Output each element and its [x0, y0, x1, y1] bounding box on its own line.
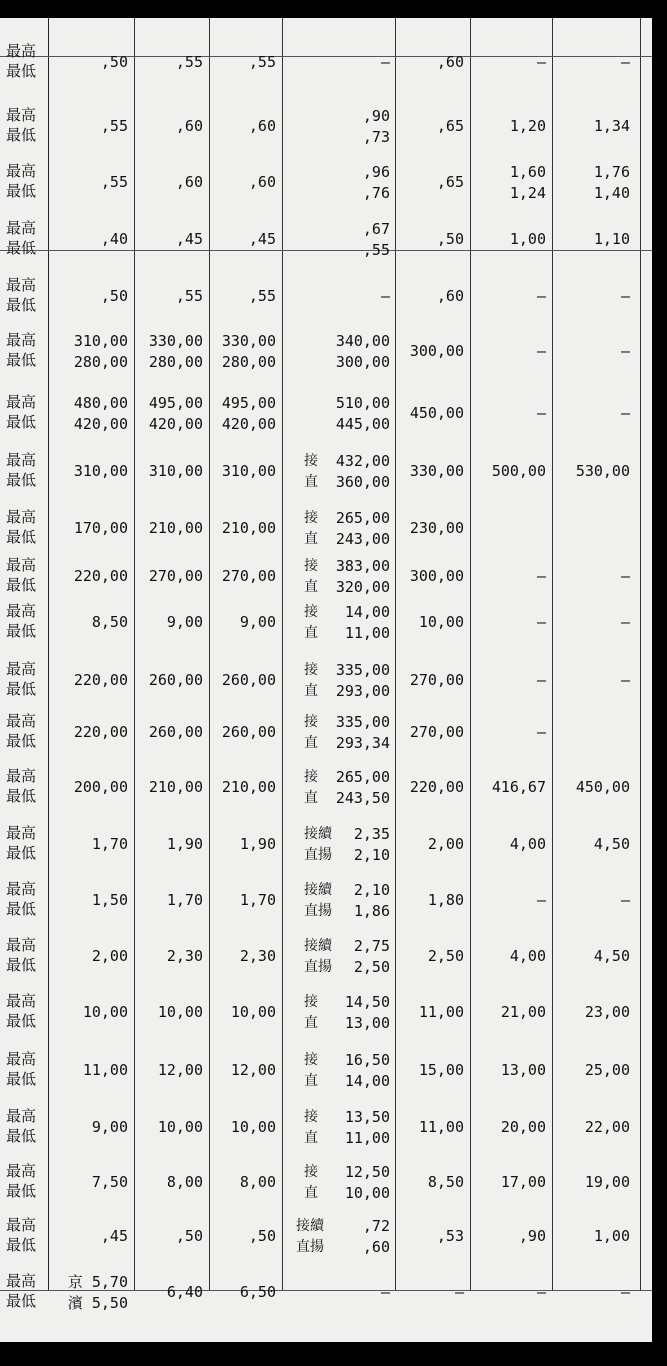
- price-cell-c4: 2,50: [353, 958, 390, 976]
- table-row: [0, 930, 652, 982]
- label-high: 最高: [6, 556, 37, 574]
- price-type-tag: 接: [304, 1052, 318, 1068]
- price-cell-c4: 335,00: [335, 713, 390, 731]
- price-cell-c1: ,50: [100, 53, 128, 71]
- price-cell-c7: 19,00: [584, 1173, 630, 1191]
- table-row: [0, 36, 652, 88]
- price-cell-c6: —: [536, 567, 546, 585]
- price-cell-c3: ,60: [248, 173, 276, 191]
- price-cell-c1: 7,50: [91, 1173, 128, 1191]
- price-cell-c1: 11,00: [82, 1061, 128, 1079]
- price-cell-c4: 243,50: [335, 789, 390, 807]
- price-cell-c3: ,60: [248, 117, 276, 135]
- price-cell-c3: 10,00: [230, 1003, 276, 1021]
- price-cell-c1: 200,00: [73, 778, 128, 796]
- price-cell-c1: 310,00: [73, 332, 128, 350]
- price-cell-c6: 1,60: [509, 163, 546, 181]
- price-cell-c3: 310,00: [221, 462, 276, 480]
- price-cell-c6: —: [536, 891, 546, 909]
- price-cell-c6: 1,20: [509, 117, 546, 135]
- label-high: 最高: [6, 276, 37, 294]
- price-cell-c1: 1,70: [91, 835, 128, 853]
- price-cell-c5: 11,00: [418, 1003, 464, 1021]
- price-cell-c5: 450,00: [409, 404, 464, 422]
- price-cell-c5: 11,00: [418, 1118, 464, 1136]
- price-type-tag: 接續: [304, 938, 332, 954]
- price-cell-c6: —: [536, 53, 546, 71]
- price-type-tag: 直: [304, 735, 318, 751]
- price-type-tag: 接: [304, 714, 318, 730]
- label-low: 最低: [6, 296, 37, 314]
- price-type-tag: 直: [304, 474, 318, 490]
- price-cell-c1: 京 5,70: [67, 1273, 128, 1291]
- price-cell-c5: 8,50: [427, 1173, 464, 1191]
- price-cell-c6: 4,00: [509, 947, 546, 965]
- table-row: [0, 1266, 652, 1318]
- price-cell-c1: ,55: [100, 173, 128, 191]
- table-row: [0, 1156, 652, 1208]
- price-cell-c5: 220,00: [409, 778, 464, 796]
- price-cell-c7: 22,00: [584, 1118, 630, 1136]
- price-cell-c2: 12,00: [157, 1061, 203, 1079]
- price-cell-c6: —: [536, 671, 546, 689]
- price-type-tag: 直: [304, 579, 318, 595]
- price-cell-c6: 416,67: [491, 778, 546, 796]
- table-row: [0, 154, 652, 210]
- label-low: 最低: [6, 900, 37, 918]
- price-type-tag: 接: [304, 994, 318, 1010]
- price-cell-c3: 9,00: [239, 613, 276, 631]
- price-cell-c4: 265,00: [335, 509, 390, 527]
- price-cell-c4: 16,50: [344, 1051, 390, 1069]
- price-cell-c6: 17,00: [500, 1173, 546, 1191]
- price-type-tag: 接: [304, 510, 318, 526]
- price-type-tag: 直揚: [296, 1239, 324, 1255]
- price-cell-c7: 530,00: [575, 462, 630, 480]
- price-cell-c7: —: [620, 287, 630, 305]
- price-cell-c4: —: [380, 1283, 390, 1301]
- price-cell-c7: —: [620, 671, 630, 689]
- table-row: [0, 986, 652, 1038]
- label-low: 最低: [6, 1070, 37, 1088]
- price-cell-c1: 濱 5,50: [67, 1294, 128, 1312]
- label-high: 最高: [6, 767, 37, 785]
- price-cell-c2: 8,00: [166, 1173, 203, 1191]
- label-high: 最高: [6, 992, 37, 1010]
- price-type-tag: 直: [304, 683, 318, 699]
- label-low: 最低: [6, 1182, 37, 1200]
- price-cell-c1: 1,50: [91, 891, 128, 909]
- price-cell-c4: 2,10: [353, 846, 390, 864]
- label-high: 最高: [6, 162, 37, 180]
- price-cell-c1: 280,00: [73, 353, 128, 371]
- price-cell-c4: 2,35: [353, 825, 390, 843]
- price-cell-c7: —: [620, 567, 630, 585]
- price-cell-c2: 260,00: [148, 671, 203, 689]
- ledger-sheet: [0, 18, 652, 1342]
- label-high: 最高: [6, 936, 37, 954]
- price-type-tag: 接續: [304, 826, 332, 842]
- price-cell-c4: 320,00: [335, 578, 390, 596]
- price-cell-c2: 495,00: [148, 394, 203, 412]
- price-cell-c7: 23,00: [584, 1003, 630, 1021]
- price-cell-c6: —: [536, 287, 546, 305]
- price-cell-c2: ,45: [175, 230, 203, 248]
- label-low: 最低: [6, 787, 37, 805]
- price-cell-c4: ,73: [362, 128, 390, 146]
- price-type-tag: 接: [304, 662, 318, 678]
- price-cell-c6: —: [536, 1283, 546, 1301]
- price-cell-c5: 330,00: [409, 462, 464, 480]
- label-high: 最高: [6, 393, 37, 411]
- label-low: 最低: [6, 62, 37, 80]
- price-type-tag: 直揚: [304, 959, 332, 975]
- price-cell-c4: 293,34: [335, 734, 390, 752]
- label-high: 最高: [6, 824, 37, 842]
- price-cell-c1: 420,00: [73, 415, 128, 433]
- price-cell-c3: 8,00: [239, 1173, 276, 1191]
- price-cell-c1: 8,50: [91, 613, 128, 631]
- price-type-tag: 接續: [304, 882, 332, 898]
- price-type-tag: 直揚: [304, 903, 332, 919]
- price-cell-c5: ,60: [436, 287, 464, 305]
- price-cell-c6: 20,00: [500, 1118, 546, 1136]
- price-cell-c4: ,72: [362, 1217, 390, 1235]
- price-cell-c3: 210,00: [221, 519, 276, 537]
- price-cell-c7: —: [620, 53, 630, 71]
- price-cell-c4: 383,00: [335, 557, 390, 575]
- label-low: 最低: [6, 1012, 37, 1030]
- price-cell-c4: 13,50: [344, 1108, 390, 1126]
- price-cell-c5: ,65: [436, 117, 464, 135]
- label-high: 最高: [6, 106, 37, 124]
- price-cell-c4: 10,00: [344, 1184, 390, 1202]
- table-row: [0, 1042, 652, 1098]
- table-row: [0, 502, 652, 554]
- price-cell-c4: 2,75: [353, 937, 390, 955]
- price-cell-c4: ,67: [362, 220, 390, 238]
- price-cell-c7: 4,50: [593, 947, 630, 965]
- price-cell-c5: ,60: [436, 53, 464, 71]
- price-cell-c4: 11,00: [344, 624, 390, 642]
- price-cell-c1: ,40: [100, 230, 128, 248]
- label-low: 最低: [6, 126, 37, 144]
- price-cell-c3: 260,00: [221, 671, 276, 689]
- price-type-tag: 接: [304, 1109, 318, 1125]
- table-row: [0, 98, 652, 154]
- label-high: 最高: [6, 660, 37, 678]
- label-low: 最低: [6, 732, 37, 750]
- price-type-tag: 直: [304, 1015, 318, 1031]
- price-cell-c2: 1,90: [166, 835, 203, 853]
- table-row: [0, 558, 652, 594]
- table-row: [0, 270, 652, 322]
- label-low: 最低: [6, 956, 37, 974]
- price-cell-c3: 270,00: [221, 567, 276, 585]
- price-cell-c1: ,55: [100, 117, 128, 135]
- price-cell-c6: ,90: [518, 1227, 546, 1245]
- label-high: 最高: [6, 1107, 37, 1125]
- price-cell-c4: 510,00: [335, 394, 390, 412]
- table-row: [0, 384, 652, 442]
- price-type-tag: 接: [304, 604, 318, 620]
- price-cell-c7: 450,00: [575, 778, 630, 796]
- price-cell-c7: —: [620, 342, 630, 360]
- price-cell-c5: —: [454, 1283, 464, 1301]
- price-cell-c2: 9,00: [166, 613, 203, 631]
- label-low: 最低: [6, 471, 37, 489]
- price-cell-c4: ,55: [362, 241, 390, 259]
- price-cell-c4: ,60: [362, 1238, 390, 1256]
- price-cell-c3: 420,00: [221, 415, 276, 433]
- price-cell-c3: 210,00: [221, 778, 276, 796]
- price-cell-c3: 10,00: [230, 1118, 276, 1136]
- price-cell-c5: ,53: [436, 1227, 464, 1245]
- price-cell-c4: —: [380, 53, 390, 71]
- price-cell-c4: 335,00: [335, 661, 390, 679]
- price-type-tag: 直: [304, 1073, 318, 1089]
- price-cell-c2: 210,00: [148, 519, 203, 537]
- price-cell-c3: ,45: [248, 230, 276, 248]
- price-cell-c6: —: [536, 613, 546, 631]
- price-cell-c5: 15,00: [418, 1061, 464, 1079]
- price-cell-c1: 220,00: [73, 723, 128, 741]
- price-cell-c3: 330,00: [221, 332, 276, 350]
- price-cell-c2: 260,00: [148, 723, 203, 741]
- price-cell-c7: —: [620, 404, 630, 422]
- table-row: [0, 1208, 652, 1264]
- price-type-tag: 接: [304, 769, 318, 785]
- label-high: 最高: [6, 42, 37, 60]
- price-cell-c5: ,65: [436, 173, 464, 191]
- price-cell-c1: 9,00: [91, 1118, 128, 1136]
- price-cell-c2: 1,70: [166, 891, 203, 909]
- price-cell-c3: 1,90: [239, 835, 276, 853]
- price-cell-c2: 10,00: [157, 1118, 203, 1136]
- label-high: 最高: [6, 1050, 37, 1068]
- price-cell-c2: 280,00: [148, 353, 203, 371]
- price-cell-c1: 480,00: [73, 394, 128, 412]
- price-cell-c4: 13,00: [344, 1014, 390, 1032]
- price-cell-c5: 1,80: [427, 891, 464, 909]
- price-cell-c4: 2,10: [353, 881, 390, 899]
- label-high: 最高: [6, 1162, 37, 1180]
- label-low: 最低: [6, 844, 37, 862]
- price-cell-c7: 1,40: [593, 184, 630, 202]
- price-cell-c5: ,50: [436, 230, 464, 248]
- price-cell-c3: 12,00: [230, 1061, 276, 1079]
- label-low: 最低: [6, 351, 37, 369]
- price-cell-c4: 1,86: [353, 902, 390, 920]
- label-low: 最低: [6, 182, 37, 200]
- label-low: 最低: [6, 413, 37, 431]
- price-cell-c7: 4,50: [593, 835, 630, 853]
- label-high: 最高: [6, 602, 37, 620]
- price-cell-c4: 300,00: [335, 353, 390, 371]
- price-cell-c2: 330,00: [148, 332, 203, 350]
- price-cell-c5: 300,00: [409, 567, 464, 585]
- price-cell-c7: 1,00: [593, 1227, 630, 1245]
- price-cell-c4: 12,50: [344, 1163, 390, 1181]
- price-cell-c6: —: [536, 723, 546, 741]
- label-high: 最高: [6, 712, 37, 730]
- price-type-tag: 直揚: [304, 847, 332, 863]
- price-cell-c3: 1,70: [239, 891, 276, 909]
- price-cell-c2: 10,00: [157, 1003, 203, 1021]
- price-cell-c4: ,76: [362, 184, 390, 202]
- price-cell-c4: 360,00: [335, 473, 390, 491]
- price-cell-c2: 270,00: [148, 567, 203, 585]
- price-cell-c2: 2,30: [166, 947, 203, 965]
- label-low: 最低: [6, 239, 37, 257]
- label-low: 最低: [6, 528, 37, 546]
- price-cell-c3: 2,30: [239, 947, 276, 965]
- table-row: [0, 758, 652, 816]
- price-cell-c2: 210,00: [148, 778, 203, 796]
- price-cell-c3: ,50: [248, 1227, 276, 1245]
- price-cell-c5: 270,00: [409, 723, 464, 741]
- price-cell-c7: 1,10: [593, 230, 630, 248]
- table-row: [0, 654, 652, 706]
- price-cell-c5: 2,00: [427, 835, 464, 853]
- price-cell-c4: 14,00: [344, 1072, 390, 1090]
- price-cell-c6: 1,24: [509, 184, 546, 202]
- table-row: [0, 706, 652, 758]
- price-cell-c2: ,60: [175, 117, 203, 135]
- price-cell-c4: 11,00: [344, 1129, 390, 1147]
- price-cell-c1: 220,00: [73, 567, 128, 585]
- price-cell-c1: 170,00: [73, 519, 128, 537]
- label-low: 最低: [6, 1236, 37, 1254]
- price-cell-c7: —: [620, 613, 630, 631]
- price-type-tag: 接: [304, 558, 318, 574]
- price-cell-c2: ,50: [175, 1227, 203, 1245]
- price-cell-c2: ,55: [175, 287, 203, 305]
- label-high: 最高: [6, 451, 37, 469]
- label-low: 最低: [6, 1127, 37, 1145]
- label-high: 最高: [6, 1216, 37, 1234]
- price-cell-c4: —: [380, 287, 390, 305]
- label-high: 最高: [6, 1272, 37, 1290]
- price-cell-c1: 10,00: [82, 1003, 128, 1021]
- price-cell-c3: 495,00: [221, 394, 276, 412]
- price-cell-c1: ,50: [100, 287, 128, 305]
- price-cell-c1: 2,00: [91, 947, 128, 965]
- price-cell-c6: —: [536, 342, 546, 360]
- price-type-tag: 接續: [296, 1218, 324, 1234]
- price-cell-c4: 340,00: [335, 332, 390, 350]
- price-cell-c2: ,60: [175, 173, 203, 191]
- price-type-tag: 直: [304, 790, 318, 806]
- label-low: 最低: [6, 576, 37, 594]
- price-cell-c7: 1,34: [593, 117, 630, 135]
- price-cell-c7: —: [620, 891, 630, 909]
- price-cell-c2: ,55: [175, 53, 203, 71]
- price-cell-c7: 25,00: [584, 1061, 630, 1079]
- label-high: 最高: [6, 880, 37, 898]
- price-cell-c4: 14,00: [344, 603, 390, 621]
- price-cell-c4: ,90: [362, 107, 390, 125]
- price-cell-c3: 280,00: [221, 353, 276, 371]
- table-row: [0, 594, 652, 650]
- table-row: [0, 322, 652, 380]
- table-row: [0, 214, 652, 264]
- table-row: [0, 874, 652, 926]
- price-cell-c4: 445,00: [335, 415, 390, 433]
- price-cell-c5: 230,00: [409, 519, 464, 537]
- price-cell-c5: 270,00: [409, 671, 464, 689]
- price-cell-c1: 220,00: [73, 671, 128, 689]
- price-type-tag: 接: [304, 1164, 318, 1180]
- label-low: 最低: [6, 622, 37, 640]
- price-cell-c4: 14,50: [344, 993, 390, 1011]
- price-cell-c7: —: [620, 1283, 630, 1301]
- price-cell-c1: ,45: [100, 1227, 128, 1245]
- price-cell-c6: 21,00: [500, 1003, 546, 1021]
- price-cell-c6: 500,00: [491, 462, 546, 480]
- price-type-tag: 直: [304, 625, 318, 641]
- price-cell-c3: 6,50: [239, 1283, 276, 1301]
- label-high: 最高: [6, 219, 37, 237]
- label-high: 最高: [6, 508, 37, 526]
- price-type-tag: 接: [304, 453, 318, 469]
- price-cell-c4: 432,00: [335, 452, 390, 470]
- price-cell-c2: 310,00: [148, 462, 203, 480]
- price-cell-c6: 13,00: [500, 1061, 546, 1079]
- price-cell-c5: 2,50: [427, 947, 464, 965]
- price-type-tag: 直: [304, 531, 318, 547]
- table-row: [0, 1102, 652, 1152]
- price-cell-c5: 300,00: [409, 342, 464, 360]
- price-cell-c3: 260,00: [221, 723, 276, 741]
- price-type-tag: 直: [304, 1185, 318, 1201]
- price-cell-c4: 243,00: [335, 530, 390, 548]
- table-row: [0, 818, 652, 870]
- price-cell-c4: 265,00: [335, 768, 390, 786]
- price-cell-c7: 1,76: [593, 163, 630, 181]
- label-low: 最低: [6, 680, 37, 698]
- price-cell-c2: 420,00: [148, 415, 203, 433]
- table-row: [0, 442, 652, 500]
- price-cell-c2: 6,40: [166, 1283, 203, 1301]
- price-cell-c5: 10,00: [418, 613, 464, 631]
- price-type-tag: 直: [304, 1130, 318, 1146]
- price-cell-c6: 1,00: [509, 230, 546, 248]
- price-cell-c3: ,55: [248, 53, 276, 71]
- price-cell-c6: —: [536, 404, 546, 422]
- price-cell-c4: 293,00: [335, 682, 390, 700]
- label-low: 最低: [6, 1292, 37, 1310]
- price-cell-c1: 310,00: [73, 462, 128, 480]
- label-high: 最高: [6, 331, 37, 349]
- price-cell-c3: ,55: [248, 287, 276, 305]
- price-cell-c6: 4,00: [509, 835, 546, 853]
- price-cell-c4: ,96: [362, 163, 390, 181]
